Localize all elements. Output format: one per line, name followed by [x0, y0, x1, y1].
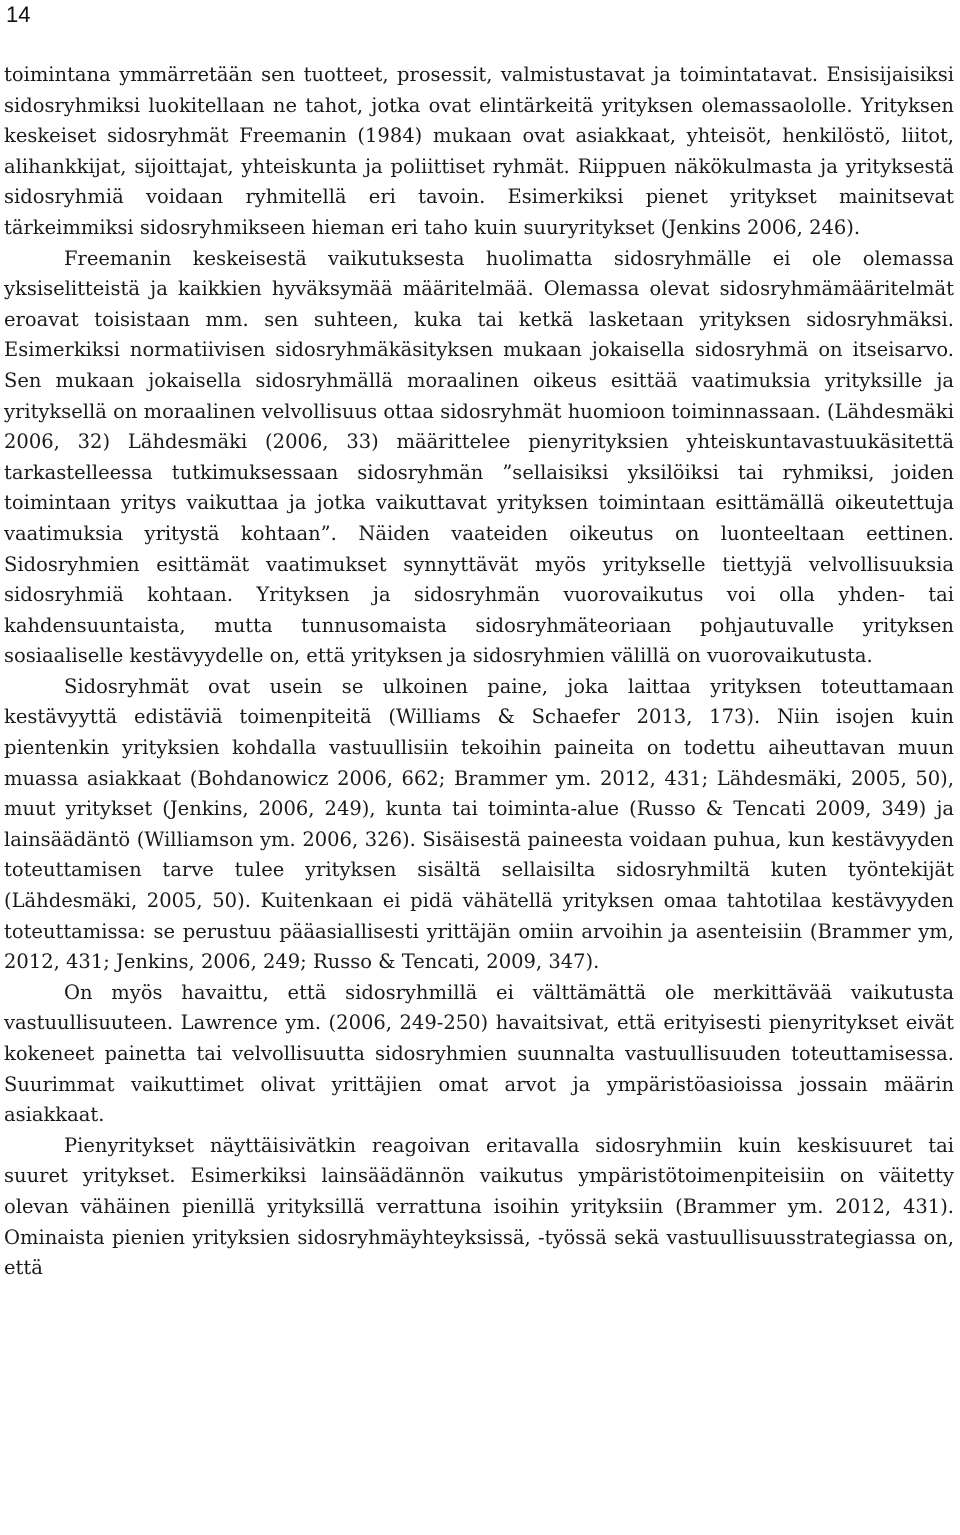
paragraph-stakeholder-pressure: Sidosryhmät ovat usein se ulkoinen paine, joka laittaa yrityksen toteuttamaan kestävyyttä edistäviä toimenpiteitä (Williams & Schaefer 2013, 173). Niin isojen kuin pientenkin yrityksien kohdalla vastuullisiin tekoihin paineita on todettu aiheuttavan muun muassa asiakkaat (Bohdanowicz 2006, 662; Brammer ym. 2012, 431; Lähdesmäki, 2005, 50), muut yritykset (Jenkins, 2006, 249), kunta tai toiminta-alue (Russo & Tencati 2009, 349) ja lainsäädäntö (Williamson ym. 2006, 326). Sisäisestä paineesta voidaan puhua, kun kestävyyden toteuttamisen tarve tulee yrityksen sisältä sellaisilta sidosryhmiltä kuten työntekijät (Lähdesmäki, 2005, 50). Kuitenkaan ei pidä vähätellä yrityksen omaa tahtotilaa kestävyyden toteuttamissa: se perustuu pääasiallisesti yrittäjän omiin arvoihin ja asenteisiin (Brammer ym, 2012, 431; Jenkins, 2006, 249; Russo & Tencati, 2009, 347).: [4, 674, 954, 974]
body-text: [4, 60, 954, 1284]
paragraph-small-business-reaction: Pienyritykset näyttäisivätkin reagoivan eritavalla sidosryhmiin kuin keskisuuret tai suuret yritykset. Esimerkiksi lainsäädännön vaikutus ympäristötoimenpiteisiin on väitetty olevan vähäinen pienillä yrityksillä verrattuna isoihin yrityksiin (Brammer ym. 2012, 431). Ominaista pienien yrityksien sidosryhmäyhteyksissä, -työssä sekä vastuullisuusstrategiassa on, että: [4, 1133, 954, 1280]
paragraph-limited-influence: On myös havaittu, että sidosryhmillä ei välttämättä ole merkittävää vaikutusta vastuullisuuteen. Lawrence ym. (2006, 249-250) havaitsivat, että erityisesti pienyritykset eivät kokeneet painetta tai velvollisuutta sidosryhmien suunnalta vastuullisuuden toteuttamisessa. Suurimmat vaikuttimet olivat yrittäjien omat arvot ja ympäristöasioissa jossain määrin asiakkaat.: [4, 980, 954, 1127]
page-number: 14: [6, 2, 31, 27]
paragraph-stakeholder-concept: Freemanin keskeisestä vaikutuksesta huolimatta sidosryhmälle ei ole olemassa yksiselitteistä ja kaikkien hyväksymää määritelmää. Olemassa olevat sidosryhmämääritelmät eroavat toisistaan mm. sen suhteen, kuka tai ketkä lasketaan yrityksen sidosryhmäksi. Esimerkiksi normatiivisen sidosryhmäkäsityksen mukaan jokaisella sidosryhmä on itseisarvo. Sen mukaan jokaisella sidosryhmällä moraalinen oikeus esittää vaatimuksia yrityksille ja yrityksellä on moraalinen velvollisuus ottaa sidosryhmät huomioon toiminnassaan. (Lähdesmäki 2006, 32) Lähdesmäki (2006, 33) määrittelee pienyrityksien yhteiskuntavastuukäsitettä tarkastelleessa tutkimuksessaan sidosryhmän ”sellaisiksi yksilöiksi tai ryhmiksi, joiden toimintaan yritys vaikuttaa ja jotka vaikuttavat yrityksen toimintaan esittämällä oikeutettuja vaatimuksia yritystä kohtaan”. Näiden vaateiden oikeutus on luonteeltaan eettinen. Sidosryhmien esittämät vaatimukset synnyttävät myös yritykselle tiettyjä velvollisuuksia sidosryhmiä kohtaan. Yrityksen ja sidosryhmän vuorovaikutus voi olla yhden- tai kahdensuuntaista, mutta tunnusomaista sidosryhmäteoriaan pohjautuvalle yrityksen sosiaaliselle kestävyydelle on, että yrityksen ja sidosryhmien välillä on vuorovaikutusta.: [4, 246, 954, 668]
paragraph-stakeholder-definitions: toimintana ymmärretään sen tuotteet, prosessit, valmistustavat ja toimintatavat. Ensisijaisiksi sidosryhmiksi luokitellaan ne tahot, jotka ovat elintärkeitä yrityksen olemassaololle. Yrityksen keskeiset sidosryhmät Freemanin (1984) mukaan ovat asiakkaat, yhteisöt, henkilöstö, liitot, alihankkijat, sijoittajat, yhteiskunta ja poliittiset ryhmät. Riippuen näkökulmasta ja yrityksestä sidosryhmiä voidaan ryhmitellä eri tavoin. Esimerkiksi pienet yritykset mainitsevat tärkeimmiksi sidosryhmikseen hieman eri taho kuin suuryritykset (Jenkins 2006, 246).: [4, 63, 954, 239]
